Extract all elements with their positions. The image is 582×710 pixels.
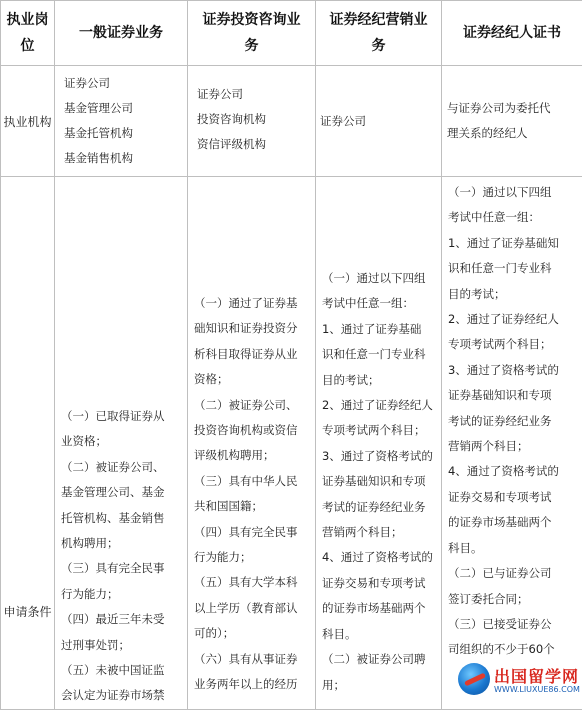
- institution-line: 投资咨询机构: [197, 107, 309, 132]
- condition-line: 业资格；: [61, 429, 182, 454]
- institution-line: 理关系的经纪人: [447, 121, 576, 146]
- globe-logo-icon: [458, 663, 490, 695]
- header-line: 证券投资咨询业: [188, 7, 315, 33]
- institution-row: [1, 66, 582, 177]
- condition-line: 考试的证券经纪业务: [322, 495, 436, 520]
- header-general-securities: [55, 1, 188, 66]
- institution-line: 基金管理公司: [64, 96, 181, 121]
- condition-line: 础知识和证券投资分: [194, 316, 310, 341]
- conditions-cell-consulting: [188, 177, 316, 710]
- condition-line: （六）具有从事证券: [194, 647, 310, 672]
- condition-line: 2、通过了证券经纪人: [448, 307, 577, 332]
- condition-line: （一）已取得证券从: [61, 404, 182, 429]
- institution-line: 资信评级机构: [197, 132, 309, 157]
- condition-line: 司组织的不少于60个: [448, 637, 577, 662]
- condition-line: （四）具有完全民事: [194, 520, 310, 545]
- condition-line: （一）通过了证券基: [194, 291, 310, 316]
- condition-line: 投资咨询机构或资信: [194, 418, 310, 443]
- institution-cell-general: [55, 66, 188, 177]
- header-broker-certificate: [442, 1, 582, 66]
- condition-line: 签订委托合同；: [448, 587, 577, 612]
- condition-line: 析科目取得证券从业: [194, 342, 310, 367]
- condition-line: 目的考试；: [448, 282, 577, 307]
- row-label-institution: 执业机构: [1, 66, 55, 177]
- institution-cell-certificate: [442, 66, 582, 177]
- condition-line: （五）未被中国证监: [61, 658, 182, 683]
- condition-line: 识和任意一门专业科: [448, 256, 577, 281]
- header-line: 证券经纪人证书: [442, 20, 582, 46]
- condition-line: （三）具有完全民事: [61, 556, 182, 581]
- condition-line: （一）通过以下四组: [448, 180, 577, 205]
- institution-cell-brokerage: [316, 66, 442, 177]
- condition-line: 可的）；: [194, 621, 310, 646]
- condition-line: 专项考试两个科目；: [448, 332, 577, 357]
- condition-line: 1、通过了证券基础知: [448, 231, 577, 256]
- conditions-cell-certificate: [442, 177, 582, 710]
- institution-line: 基金托管机构: [64, 121, 181, 146]
- condition-line: 共和国国籍；: [194, 494, 310, 519]
- condition-line: 营销两个科目；: [322, 520, 436, 545]
- institution-line: 证券公司: [64, 71, 181, 96]
- condition-line: 识和任意一门专业科: [322, 342, 436, 367]
- row-label-conditions: 申请条件: [1, 177, 55, 710]
- conditions-cell-brokerage: [316, 177, 442, 710]
- condition-line: 评级机构聘用；: [194, 443, 310, 468]
- institution-cell-consulting: [188, 66, 316, 177]
- condition-line: 过刑事处罚；: [61, 633, 182, 658]
- condition-line: 用；: [322, 673, 436, 698]
- condition-line: 3、通过了资格考试的: [448, 358, 577, 383]
- condition-line: （三）已接受证券公: [448, 612, 577, 637]
- header-line: 务: [188, 33, 315, 59]
- condition-line: 专项考试两个科目；: [322, 418, 436, 443]
- watermark-url: WWW.LIUXUE86.COM: [494, 685, 580, 694]
- condition-line: 考试中任意一组：: [448, 205, 577, 230]
- condition-line: （五）具有大学本科: [194, 570, 310, 595]
- header-line: 执业岗: [1, 7, 54, 33]
- institution-line: 与证券公司为委托代: [447, 96, 576, 121]
- condition-line: （一）通过以下四组: [322, 266, 436, 291]
- condition-line: 行为能力；: [194, 545, 310, 570]
- condition-line: （二）被证券公司、: [194, 393, 310, 418]
- condition-line: 目的考试；: [322, 368, 436, 393]
- condition-line: 会认定为证券市场禁: [61, 683, 182, 708]
- header-row: [1, 1, 582, 66]
- condition-line: （二）被证券公司、: [61, 455, 182, 480]
- condition-line: 考试的证券经纪业务: [448, 409, 577, 434]
- watermark-title: 出国留学网: [494, 664, 579, 687]
- condition-line: 3、通过了资格考试的: [322, 444, 436, 469]
- condition-line: 证券交易和专项考试: [448, 485, 577, 510]
- condition-line: 营销两个科目；: [448, 434, 577, 459]
- condition-line: （二）被证券公司聘: [322, 647, 436, 672]
- header-line: 务: [316, 33, 441, 59]
- condition-line: 的证券市场基础两个: [448, 510, 577, 535]
- condition-line: 4、通过了资格考试的: [322, 545, 436, 570]
- institution-line: 基金销售机构: [64, 146, 181, 171]
- conditions-cell-general: [55, 177, 188, 710]
- header-line: 证券经纪营销业: [316, 7, 441, 33]
- condition-line: 证券交易和专项考试: [322, 571, 436, 596]
- condition-line: 证券基础知识和专项: [448, 383, 577, 408]
- institution-line: 证券公司: [320, 109, 435, 134]
- condition-line: （四）最近三年未受: [61, 607, 182, 632]
- condition-line: 托管机构、基金销售: [61, 506, 182, 531]
- header-position: [1, 1, 55, 66]
- header-line: 位: [1, 33, 54, 59]
- header-brokerage-marketing: [316, 1, 442, 66]
- condition-line: 2、通过了证券经纪人: [322, 393, 436, 418]
- condition-line: 1、通过了证券基础: [322, 317, 436, 342]
- condition-line: 的证券市场基础两个: [322, 596, 436, 621]
- condition-line: 考试中任意一组：: [322, 291, 436, 316]
- condition-line: 科目。: [322, 622, 436, 647]
- conditions-row: [1, 177, 582, 710]
- condition-line: 科目。: [448, 536, 577, 561]
- institution-line: 证券公司: [197, 82, 309, 107]
- condition-line: 以上学历（教育部认: [194, 596, 310, 621]
- condition-line: 行为能力；: [61, 582, 182, 607]
- header-line: 一般证券业务: [55, 20, 187, 46]
- condition-line: 资格；: [194, 367, 310, 392]
- condition-line: 4、通过了资格考试的: [448, 459, 577, 484]
- condition-line: （二）已与证券公司: [448, 561, 577, 586]
- condition-line: 机构聘用；: [61, 531, 182, 556]
- watermark: [456, 660, 582, 700]
- header-investment-consulting: [188, 1, 316, 66]
- condition-line: 业务两年以上的经历: [194, 672, 310, 697]
- condition-line: （三）具有中华人民: [194, 469, 310, 494]
- condition-line: 基金管理公司、基金: [61, 480, 182, 505]
- condition-line: 证券基础知识和专项: [322, 469, 436, 494]
